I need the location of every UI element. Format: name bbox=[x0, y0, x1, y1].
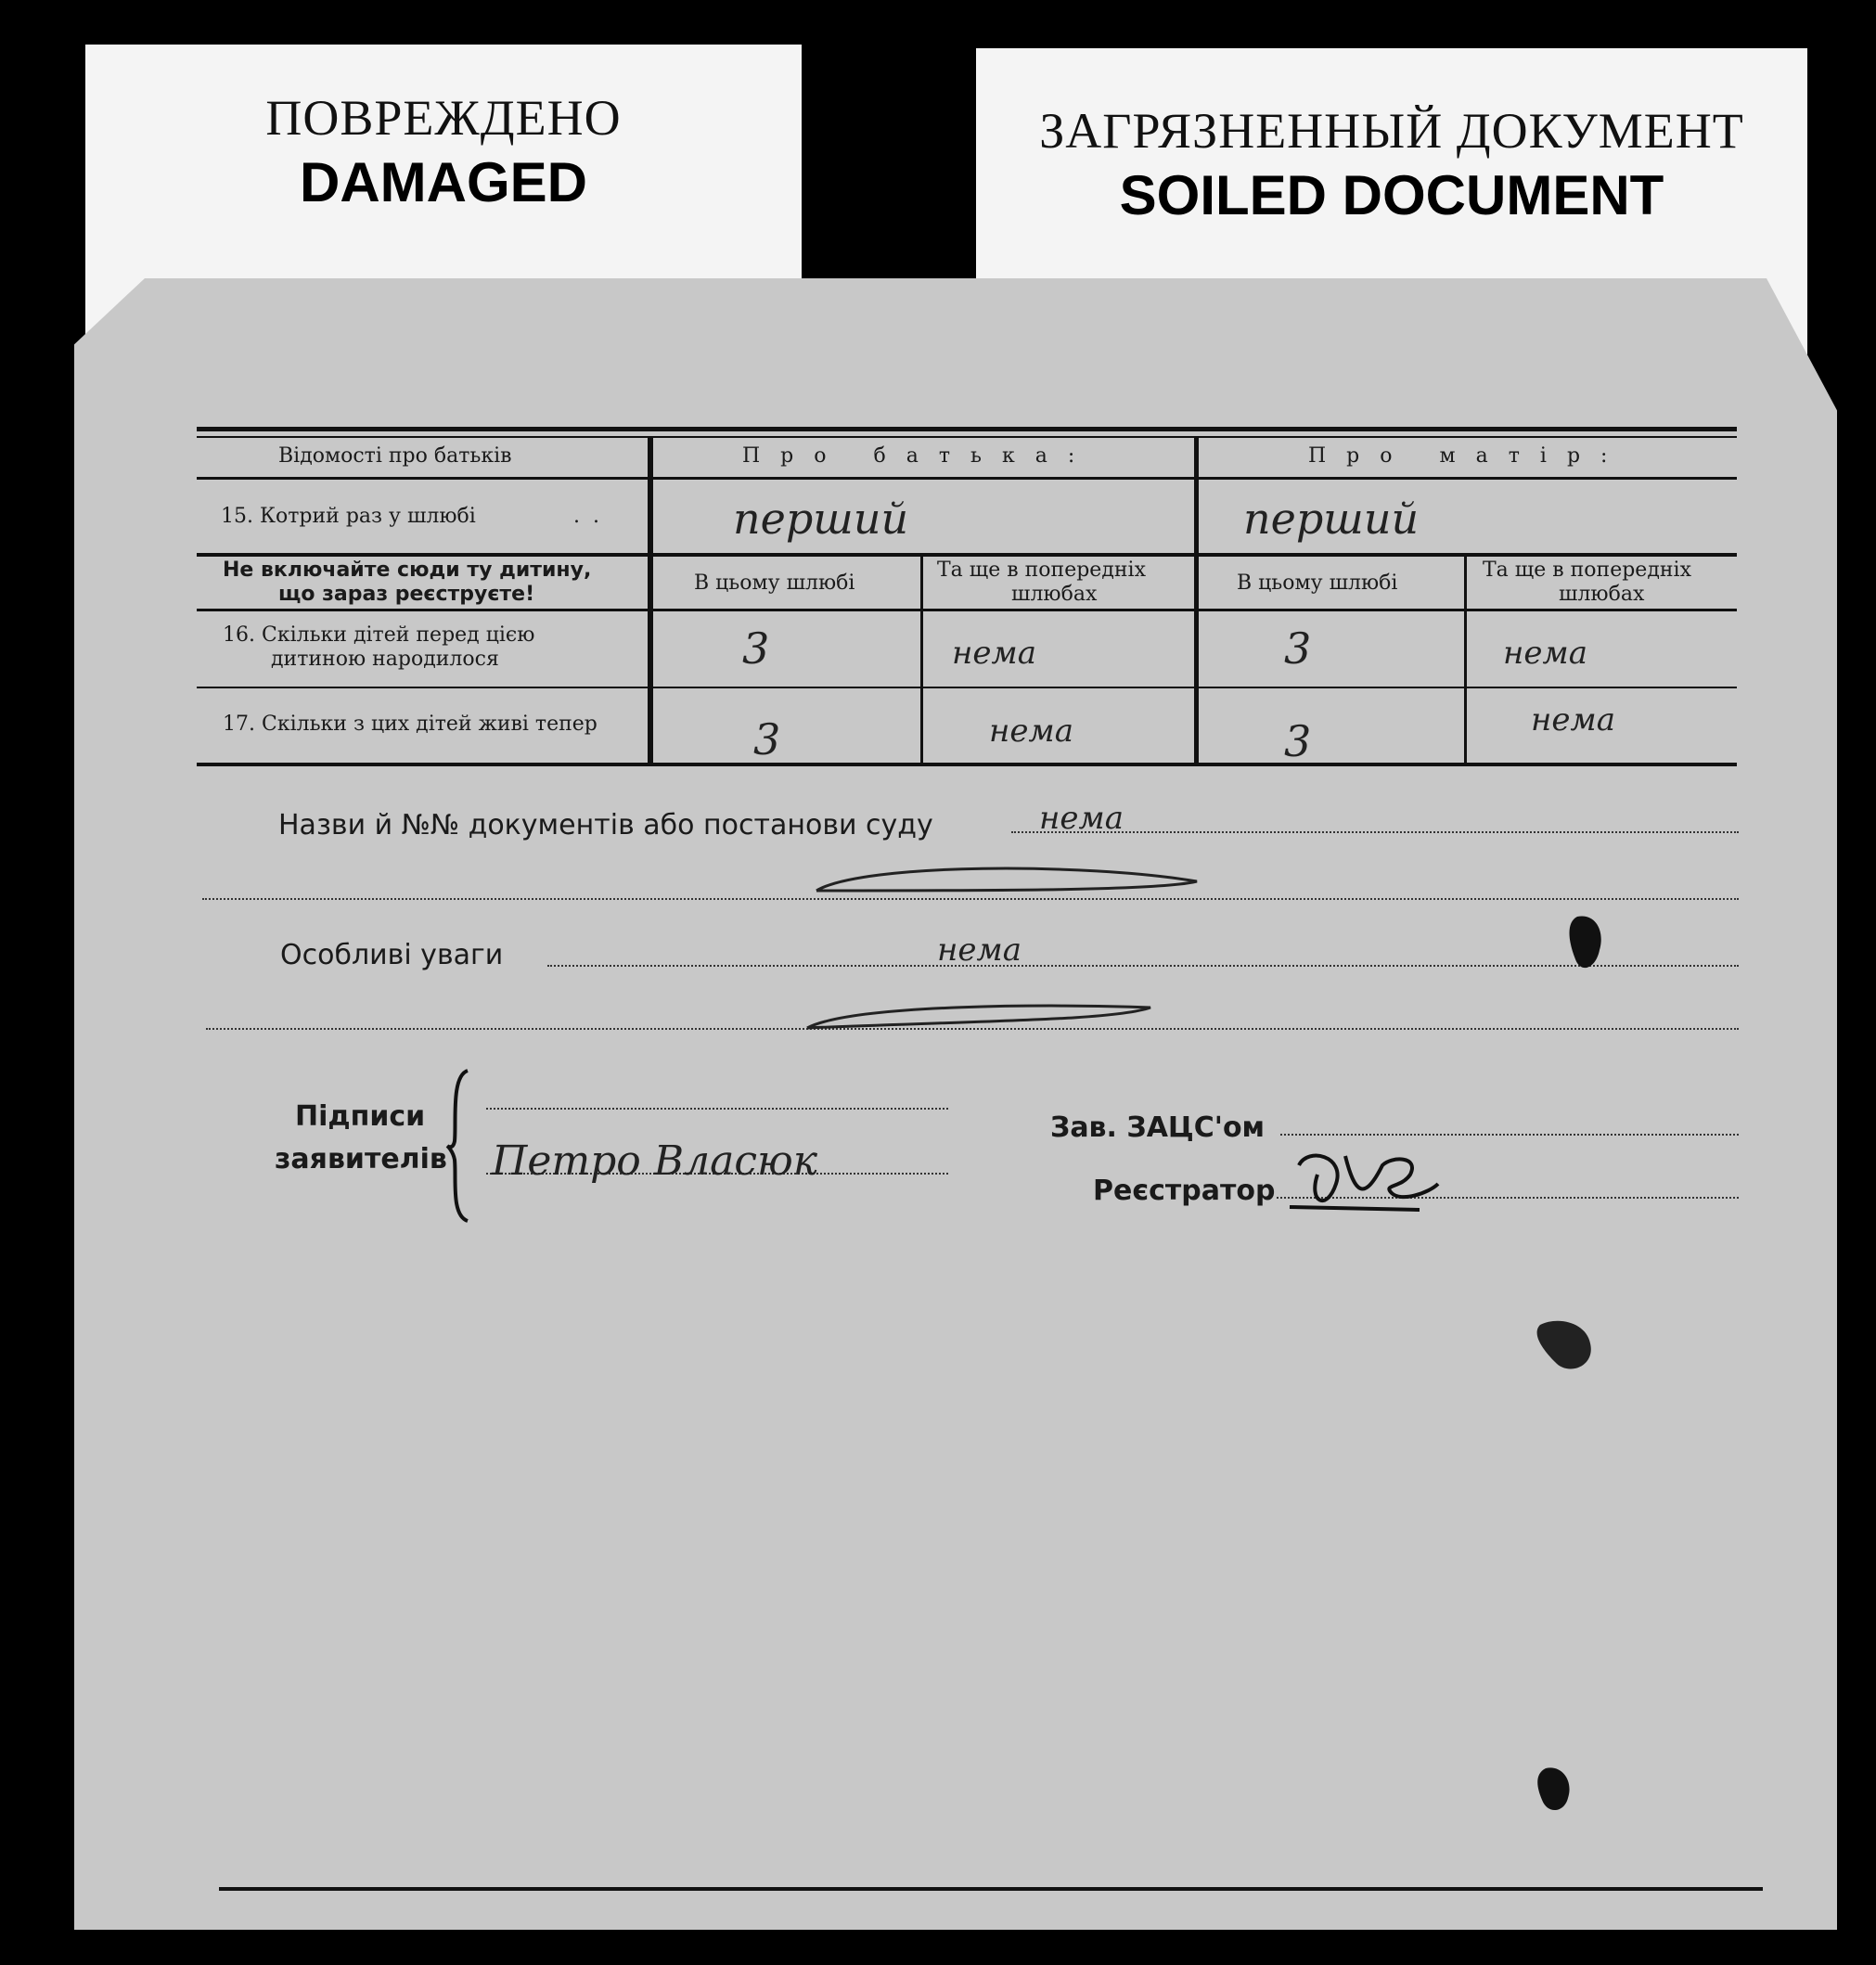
row17-mother-prev: нема bbox=[1531, 701, 1615, 738]
documents-value: нема bbox=[1039, 800, 1124, 837]
documents-label: Назви й №№ документів або постанови суду bbox=[278, 809, 933, 841]
subheader-bottom-rule bbox=[197, 609, 1737, 611]
row17-father-prev: нема bbox=[989, 713, 1073, 750]
mother-prev-marriages-2: шлюбах bbox=[1559, 583, 1645, 606]
father-prev-marriages-1: Та ще в попередніх bbox=[937, 559, 1146, 582]
row15-bottom-rule bbox=[197, 553, 1737, 557]
registrar-signature bbox=[1280, 1137, 1466, 1221]
row16-father-this: 3 bbox=[742, 623, 770, 674]
row15-mother-value: перший bbox=[1243, 494, 1420, 544]
head-label: Зав. ЗАЦС'ом bbox=[1050, 1111, 1266, 1144]
soiled-label-ru: ЗАГРЯЗНЕННЫЙ ДОКУМЕНТ bbox=[1039, 103, 1744, 159]
father-sub-divider bbox=[920, 555, 923, 763]
header-father: Про батька: bbox=[742, 444, 1096, 468]
remarks-value: нема bbox=[937, 931, 1022, 969]
header-mother: Про матір: bbox=[1308, 444, 1628, 468]
soiled-label-en: SOILED DOCUMENT bbox=[1119, 164, 1664, 226]
header-parents-info: Відомості про батьків bbox=[278, 444, 512, 468]
damaged-label-ru: ПОВРЕЖДЕНО bbox=[265, 90, 622, 146]
remarks-label: Особливі уваги bbox=[280, 939, 504, 971]
mother-prev-marriages-1: Та ще в попередніх bbox=[1483, 559, 1691, 582]
table-bottom-rule bbox=[197, 763, 1737, 766]
documents-dash-stroke bbox=[807, 854, 1215, 900]
father-prev-marriages-2: шлюбах bbox=[1011, 583, 1098, 606]
note-line-2: що зараз реєструєте! bbox=[278, 583, 535, 606]
signatures-label-1: Підписи bbox=[295, 1100, 426, 1133]
damage-hole-3 bbox=[1531, 1763, 1587, 1818]
mother-this-marriage: В цьому шлюбі bbox=[1237, 572, 1398, 595]
row15-label: 15. Котрий раз у шлюбі bbox=[221, 505, 476, 528]
applicant-signature: Петро Власюк bbox=[492, 1137, 818, 1185]
row16-label-1: 16. Скільки дітей перед цією bbox=[223, 623, 535, 647]
damaged-label-en: DAMAGED bbox=[300, 151, 587, 213]
damage-hole-2 bbox=[1531, 1316, 1605, 1381]
bottom-rule bbox=[219, 1887, 1763, 1891]
header-bottom-rule bbox=[197, 477, 1737, 480]
damage-hole-1 bbox=[1559, 913, 1614, 978]
row15-father-value: перший bbox=[733, 494, 909, 544]
registrar-label: Реєстратор bbox=[1093, 1175, 1276, 1207]
signatures-brace bbox=[445, 1067, 473, 1225]
row17-mother-this: 3 bbox=[1284, 716, 1312, 766]
father-this-marriage: В цьому шлюбі bbox=[694, 572, 855, 595]
father-mother-divider bbox=[1194, 436, 1199, 763]
table-top-rule bbox=[197, 427, 1737, 431]
row16-bottom-rule bbox=[197, 687, 1737, 688]
signatures-label-2: заявителів bbox=[275, 1143, 447, 1175]
col1-divider bbox=[648, 436, 653, 763]
row16-label-2: дитиною народилося bbox=[271, 648, 499, 671]
row16-mother-this: 3 bbox=[1284, 623, 1312, 674]
table-top-rule-2 bbox=[197, 436, 1737, 438]
signature-line-1 bbox=[486, 1108, 948, 1110]
row16-mother-prev: нема bbox=[1503, 635, 1587, 672]
row15-dots: . . bbox=[573, 505, 599, 528]
note-line-1: Не включайте сюди ту дитину, bbox=[223, 559, 592, 582]
row16-father-prev: нема bbox=[952, 635, 1036, 672]
remarks-dash-stroke bbox=[798, 987, 1169, 1034]
mother-sub-divider bbox=[1464, 555, 1467, 763]
row17-father-this: 3 bbox=[753, 714, 781, 764]
row17-label: 17. Скільки з цих дітей живі тепер bbox=[223, 713, 597, 736]
head-line bbox=[1280, 1134, 1739, 1136]
